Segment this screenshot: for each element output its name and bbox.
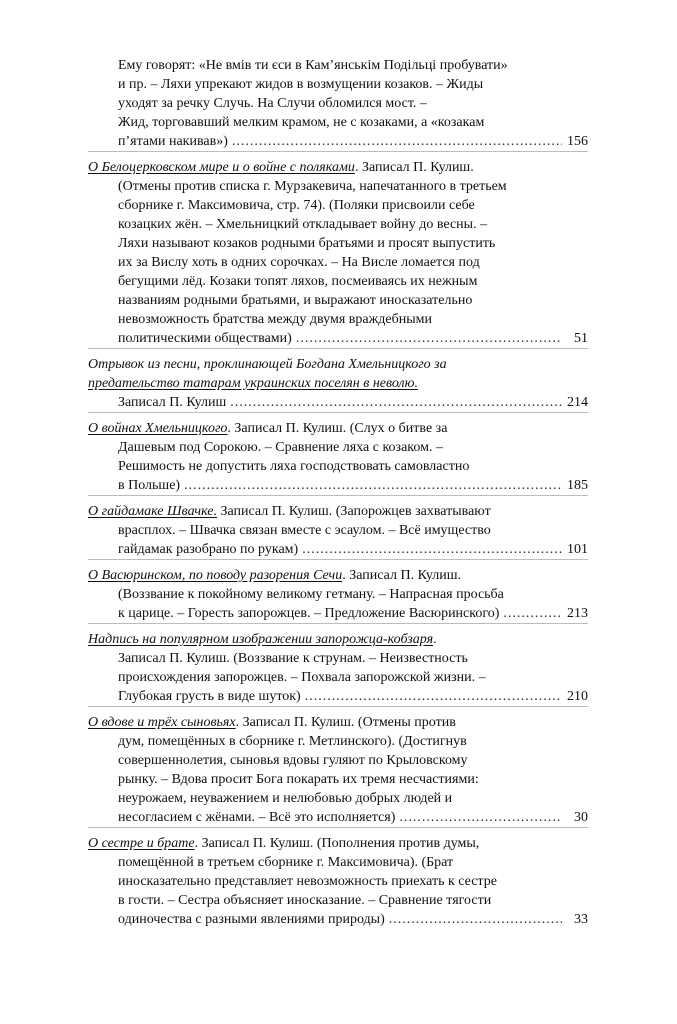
entry-last-line: [88, 476, 588, 495]
entry-line: Жид, торговавший мелким крамом, не с козаками, а «козакам: [118, 115, 485, 130]
entry-title: О войнах Хмельницкого: [88, 421, 228, 436]
entry-last-line: [88, 808, 588, 827]
entry-title: О вдове и трёх сыновьях: [88, 715, 236, 730]
page-number: 101: [567, 542, 588, 557]
entry-line: и пр. – Ляхи упрекают жидов в возмущении козаков. – Жиды: [118, 77, 484, 92]
page-number: 156: [567, 134, 588, 149]
dot-leader: [184, 476, 562, 495]
entry-title-line: [88, 158, 588, 177]
page-number: 214: [567, 395, 588, 410]
dot-leader: [389, 910, 562, 929]
page-number: 51: [574, 331, 588, 346]
entry-line: рынку. – Вдова просит Бога покарать их тремя несчастиями:: [118, 772, 479, 787]
entry-line: (Воззвание к покойному великому гетману. – Напрасная просьба: [118, 587, 504, 602]
entry-line: врасплох. – Швачка связан вместе с эсаулом. – Всё имущество: [118, 523, 491, 538]
entry-line: Дашевым под Сорокою. – Сравнение ляха с козаком. –: [118, 440, 443, 455]
entry-title: Отрывок из песни, проклинающей Богдана Хмельницкого за: [88, 357, 447, 372]
entry-last-line: [88, 910, 588, 929]
entry-title: О гайдамаке Швачке.: [88, 504, 217, 519]
entry-line: п’ятами накивав»): [118, 134, 228, 149]
entry-line: Глубокая грусть в виде шуток): [118, 689, 301, 704]
page-number: 30: [574, 810, 588, 825]
entry-line: Записал П. Кулиш. (Воззвание к струнам. – Неизвестность: [118, 651, 468, 666]
dot-leader: [399, 808, 562, 827]
entry-line: совершеннолетия, сыновья вдовы гуляют по Крыловскому: [118, 753, 468, 768]
entry-line: помещённой в третьем сборнике г. Максимовича). (Брат: [118, 855, 454, 870]
entry-line: несогласием с жёнами. – Всё это исполняется): [118, 810, 396, 825]
entry-line: к царице. – Горесть запорожцев. – Предложение Васюринского): [118, 606, 500, 621]
entry-title-line: [88, 630, 588, 649]
toc-entry: [88, 502, 588, 560]
toc-entry: [88, 630, 588, 707]
entry-line: неурожаем, неуважением и нелюбовью добрых людей и: [118, 791, 453, 806]
entry-title-rest: . Записал П. Кулиш. (Пополнения против думы,: [194, 836, 480, 851]
entry-title-rest: . Записал П. Кулиш. (Слух о битве за: [227, 421, 448, 436]
entry-last-line: [88, 393, 588, 412]
entry-title: О Васюринском, по поводу разорения Сечи: [88, 568, 343, 583]
toc-entry: [88, 158, 588, 349]
dot-leader: [503, 604, 562, 623]
entry-title: предательство татарам украинских поселян в неволю.: [88, 376, 419, 391]
entry-title-line: [88, 834, 588, 853]
entry-line: одиночества с разными явлениями природы): [118, 912, 385, 927]
entry-title-line: [88, 419, 588, 438]
dot-leader: [232, 132, 562, 151]
entry-line: в Польше): [118, 478, 181, 493]
entry-last-line: [88, 540, 588, 559]
entry-line: происхождения запорожцев. – Похвала запорожской жизни. –: [118, 670, 486, 685]
toc-entry: [88, 355, 588, 413]
entry-title-line: [88, 502, 588, 521]
entry-title: О Белоцерковском мире и о войне с поляками: [88, 160, 355, 175]
entry-title-rest: .: [433, 632, 437, 647]
entry-title-line: [88, 713, 588, 732]
entry-line: сборнике г. Максимовича, стр. 74). (Поляки присвоили себе: [118, 198, 475, 213]
entry-line: уходят за речку Случь. На Случи обломился мост. –: [118, 96, 427, 111]
page-number: 33: [574, 912, 588, 927]
toc-entry: [88, 834, 588, 929]
page-number: 213: [567, 606, 588, 621]
dot-leader: [296, 329, 562, 348]
page-number: 185: [567, 478, 588, 493]
entry-title-rest: Записал П. Кулиш. (Запорожцев захватывают: [217, 504, 491, 519]
toc-entry: [88, 713, 588, 828]
entry-line: гайдамак разобрано по рукам): [118, 542, 299, 557]
entry-title-rest: . Записал П. Кулиш. (Отмены против: [235, 715, 456, 730]
entry-title-line: [88, 566, 588, 585]
entry-title-rest: . Записал П. Кулиш.: [342, 568, 462, 583]
entry-last-line: [88, 687, 588, 706]
toc-entry: [88, 419, 588, 496]
entry-line: их за Вислу хоть в одних сорочках. – На Висле ломается под: [118, 255, 480, 270]
entry-line: названиям родными братьями, и выражают иносказательно: [118, 293, 473, 308]
entry-line: Записал П. Кулиш: [118, 395, 227, 410]
entry-line: политическими обществами): [118, 331, 292, 346]
entry-last-line: [88, 329, 588, 348]
entry-line: Решимость не допустить ляха господствовать самовластно: [118, 459, 470, 474]
entry-line: в гости. – Сестра объясняет иносказание. – Сравнение тягости: [118, 893, 492, 908]
entry-title: Надпись на популярном изображении запорожца-кобзаря: [88, 632, 434, 647]
entry-title: О сестре и брате: [88, 836, 195, 851]
page-number: 210: [567, 689, 588, 704]
entry-line: иносказательно представляет невозможность приехать к сестре: [118, 874, 497, 889]
toc-entry: [88, 56, 588, 152]
dot-leader: [230, 393, 562, 412]
entry-last-line: [88, 604, 588, 623]
entry-line: невозможность братства между двумя враждебными: [118, 312, 432, 327]
entry-last-line: [88, 132, 588, 151]
entry-line: дум, помещённых в сборнике г. Метлинского). (Достигнув: [118, 734, 467, 749]
entry-line: бегущими лёд. Козаки топят ляхов, посмеиваясь их нежным: [118, 274, 478, 289]
entry-line: Ляхи называют козаков родными братьями и просят выпустить: [118, 236, 496, 251]
entry-line: Ему говорят: «Не вмів ти єси в Кам’янськім Подільці пробувати»: [118, 58, 508, 73]
entry-line: козацких жён. – Хмельницкий откладывает войну до весны. –: [118, 217, 488, 232]
entry-title-rest: . Записал П. Кулиш.: [354, 160, 474, 175]
toc-entry: [88, 566, 588, 624]
dot-leader: [302, 540, 562, 559]
dot-leader: [305, 687, 562, 706]
entry-line: (Отмены против списка г. Мурзакевича, напечатанного в третьем: [118, 179, 507, 194]
